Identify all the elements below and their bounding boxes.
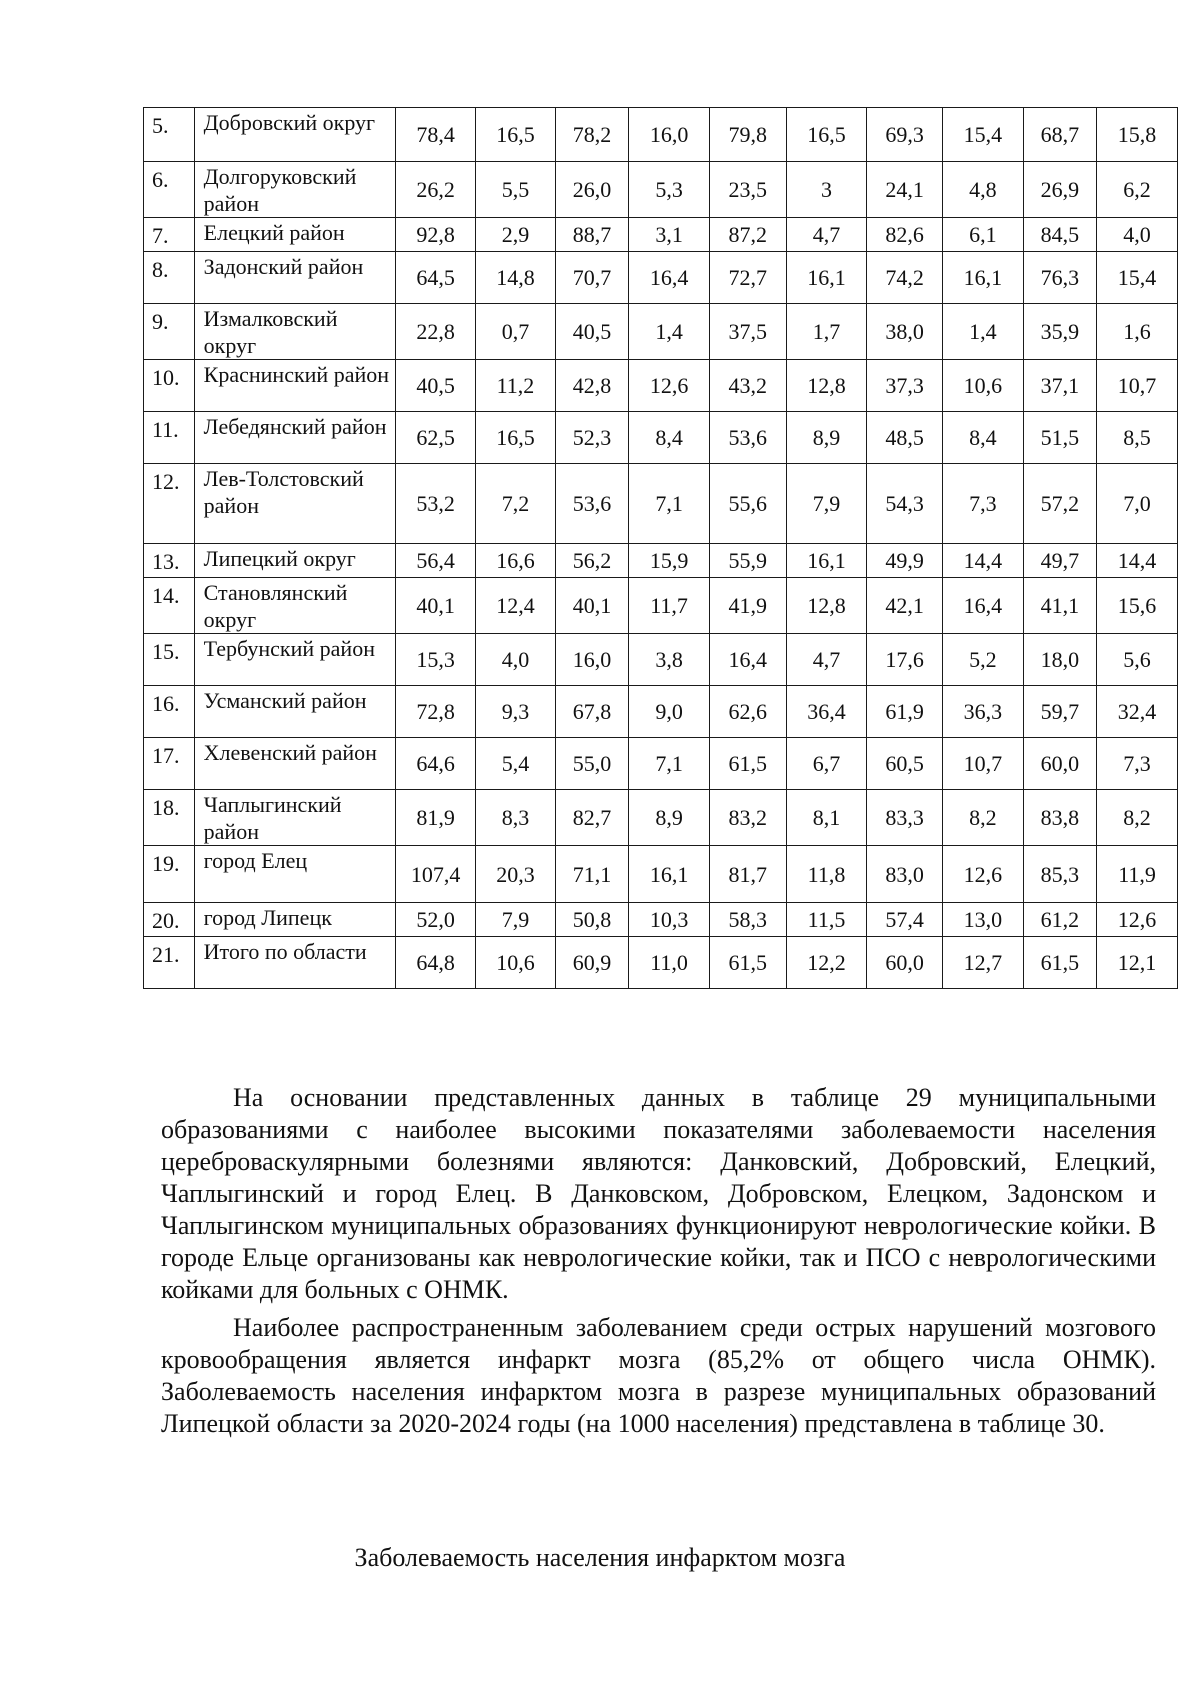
value-cell: 11,0 [629,937,710,989]
row-number: 6. [144,162,195,218]
value-cell: 5,3 [629,162,710,218]
value-cell: 11,5 [786,903,867,937]
value-cell: 83,3 [867,790,942,846]
value-cell: 4,7 [786,634,867,686]
paragraph-conclusion: На основании представленных данных в таблице 29 муниципальными образованиями с наиболее высокими показателями заболеваемости населения цереброваскулярными болезнями являются: Данковский, Добровский, Елецкий, Чаплыгинский и город Елец. В Данковском, Добровском, Елецком, Задонском и Чаплыгинском муниципальных образованиях функционируют неврологические койки. В городе Ельце организованы как неврологические койки, так и ПСО с неврологическими койками для больных с ОНМК. [161,1083,1156,1304]
incidence-table [143,107,1178,989]
value-cell: 12,6 [629,360,710,412]
municipality-name: Тербунский район [194,634,396,686]
value-cell: 40,5 [555,304,628,360]
value-cell: 16,1 [629,846,710,903]
row-number: 7. [144,218,195,252]
value-cell: 12,2 [786,937,867,989]
value-cell: 56,2 [555,544,628,578]
value-cell: 78,2 [555,108,628,162]
table-row [144,360,1178,412]
municipality-name: Лебедянский район [194,412,396,464]
value-cell: 8,2 [942,790,1023,846]
value-cell: 16,1 [786,544,867,578]
value-cell: 16,0 [555,634,628,686]
value-cell: 10,7 [942,738,1023,790]
value-cell: 36,3 [942,686,1023,738]
value-cell: 35,9 [1023,304,1096,360]
table-row [144,464,1178,544]
municipality-name: Хлевенский район [194,738,396,790]
value-cell: 57,2 [1023,464,1096,544]
value-cell: 70,7 [555,252,628,304]
value-cell: 36,4 [786,686,867,738]
value-cell: 48,5 [867,412,942,464]
value-cell: 6,2 [1097,162,1178,218]
value-cell: 85,3 [1023,846,1096,903]
table-row [144,578,1178,634]
value-cell: 83,2 [710,790,787,846]
row-number: 17. [144,738,195,790]
value-cell: 16,1 [786,252,867,304]
value-cell: 41,9 [710,578,787,634]
value-cell: 40,5 [396,360,476,412]
table-row [144,304,1178,360]
value-cell: 56,4 [396,544,476,578]
value-cell: 64,6 [396,738,476,790]
value-cell: 61,5 [710,937,787,989]
value-cell: 1,7 [786,304,867,360]
value-cell: 1,6 [1097,304,1178,360]
value-cell: 26,0 [555,162,628,218]
value-cell: 57,4 [867,903,942,937]
value-cell: 38,0 [867,304,942,360]
table-row [144,790,1178,846]
value-cell: 64,5 [396,252,476,304]
municipality-name: Измалковский округ [194,304,396,360]
value-cell: 16,5 [476,108,556,162]
value-cell: 8,9 [786,412,867,464]
value-cell: 6,7 [786,738,867,790]
value-cell: 61,9 [867,686,942,738]
value-cell: 26,9 [1023,162,1096,218]
value-cell: 60,0 [867,937,942,989]
row-number: 9. [144,304,195,360]
value-cell: 7,2 [476,464,556,544]
value-cell: 5,6 [1097,634,1178,686]
table-row [144,686,1178,738]
value-cell: 42,8 [555,360,628,412]
paragraph-infarction: Наиболее распространенным заболеванием среди острых нарушений мозгового кровообращения является инфаркт мозга (85,2% от общего числа ОНМК). Заболеваемость населения инфарктом мозга в разрезе муниципальных образований Липецкой области за 2020-2024 годы (на 1000 населения) представлена в таблице 30. [161,1313,1156,1438]
value-cell: 15,3 [396,634,476,686]
value-cell: 16,5 [786,108,867,162]
value-cell: 61,5 [1023,937,1096,989]
table-row [144,738,1178,790]
value-cell: 78,4 [396,108,476,162]
value-cell: 8,1 [786,790,867,846]
value-cell: 17,6 [867,634,942,686]
value-cell: 82,6 [867,218,942,252]
value-cell: 4,7 [786,218,867,252]
value-cell: 53,6 [710,412,787,464]
value-cell: 72,8 [396,686,476,738]
value-cell: 69,3 [867,108,942,162]
value-cell: 8,3 [476,790,556,846]
value-cell: 11,2 [476,360,556,412]
value-cell: 88,7 [555,218,628,252]
row-number: 8. [144,252,195,304]
value-cell: 3,1 [629,218,710,252]
value-cell: 43,2 [710,360,787,412]
table-row [144,162,1178,218]
value-cell: 60,9 [555,937,628,989]
table-row [144,412,1178,464]
value-cell: 11,8 [786,846,867,903]
value-cell: 83,0 [867,846,942,903]
value-cell: 32,4 [1097,686,1178,738]
value-cell: 16,4 [629,252,710,304]
value-cell: 7,9 [476,903,556,937]
table-row [144,108,1178,162]
value-cell: 7,3 [1097,738,1178,790]
value-cell: 26,2 [396,162,476,218]
value-cell: 14,4 [1097,544,1178,578]
table-row [144,903,1178,937]
value-cell: 61,5 [710,738,787,790]
value-cell: 12,8 [786,360,867,412]
municipality-name: Долгоруковский район [194,162,396,218]
value-cell: 87,2 [710,218,787,252]
value-cell: 16,5 [476,412,556,464]
row-number: 15. [144,634,195,686]
municipality-name: Усманский район [194,686,396,738]
row-number: 10. [144,360,195,412]
table-row [144,218,1178,252]
value-cell: 1,4 [629,304,710,360]
table-row [144,544,1178,578]
value-cell: 40,1 [555,578,628,634]
value-cell: 12,8 [786,578,867,634]
value-cell: 107,4 [396,846,476,903]
value-cell: 16,0 [629,108,710,162]
value-cell: 15,4 [942,108,1023,162]
value-cell: 7,1 [629,464,710,544]
municipality-name: Елецкий район [194,218,396,252]
value-cell: 12,1 [1097,937,1178,989]
value-cell: 12,4 [476,578,556,634]
value-cell: 60,0 [1023,738,1096,790]
value-cell: 20,3 [476,846,556,903]
value-cell: 4,0 [1097,218,1178,252]
row-number: 11. [144,412,195,464]
value-cell: 50,8 [555,903,628,937]
value-cell: 74,2 [867,252,942,304]
value-cell: 1,4 [942,304,1023,360]
value-cell: 15,4 [1097,252,1178,304]
value-cell: 10,6 [476,937,556,989]
value-cell: 81,9 [396,790,476,846]
value-cell: 0,7 [476,304,556,360]
value-cell: 51,5 [1023,412,1096,464]
row-number: 20. [144,903,195,937]
value-cell: 10,3 [629,903,710,937]
value-cell: 53,2 [396,464,476,544]
table-30-caption: Заболеваемость населения инфарктом мозга [354,1543,846,1572]
table-row [144,846,1178,903]
value-cell: 37,1 [1023,360,1096,412]
row-number: 19. [144,846,195,903]
value-cell: 62,5 [396,412,476,464]
municipality-name: Краснинский район [194,360,396,412]
value-cell: 84,5 [1023,218,1096,252]
value-cell: 8,2 [1097,790,1178,846]
value-cell: 62,6 [710,686,787,738]
value-cell: 5,2 [942,634,1023,686]
value-cell: 2,9 [476,218,556,252]
value-cell: 4,8 [942,162,1023,218]
value-cell: 7,9 [786,464,867,544]
value-cell: 8,4 [942,412,1023,464]
value-cell: 8,9 [629,790,710,846]
row-number: 18. [144,790,195,846]
value-cell: 64,8 [396,937,476,989]
row-number: 5. [144,108,195,162]
value-cell: 15,6 [1097,578,1178,634]
value-cell: 55,6 [710,464,787,544]
row-number: 13. [144,544,195,578]
value-cell: 49,7 [1023,544,1096,578]
value-cell: 59,7 [1023,686,1096,738]
row-number: 21. [144,937,195,989]
value-cell: 12,6 [942,846,1023,903]
value-cell: 52,0 [396,903,476,937]
table-row [144,937,1178,989]
value-cell: 18,0 [1023,634,1096,686]
value-cell: 24,1 [867,162,942,218]
value-cell: 49,9 [867,544,942,578]
value-cell: 11,7 [629,578,710,634]
value-cell: 72,7 [710,252,787,304]
value-cell: 61,2 [1023,903,1096,937]
value-cell: 37,5 [710,304,787,360]
value-cell: 12,7 [942,937,1023,989]
municipality-name: Становлянский округ [194,578,396,634]
value-cell: 3,8 [629,634,710,686]
value-cell: 71,1 [555,846,628,903]
value-cell: 16,1 [942,252,1023,304]
row-number: 12. [144,464,195,544]
value-cell: 14,8 [476,252,556,304]
value-cell: 15,8 [1097,108,1178,162]
value-cell: 8,4 [629,412,710,464]
value-cell: 55,9 [710,544,787,578]
table-row [144,252,1178,304]
value-cell: 4,0 [476,634,556,686]
value-cell: 79,8 [710,108,787,162]
value-cell: 42,1 [867,578,942,634]
value-cell: 22,8 [396,304,476,360]
value-cell: 7,3 [942,464,1023,544]
value-cell: 5,5 [476,162,556,218]
value-cell: 8,5 [1097,412,1178,464]
municipality-name: Задонский район [194,252,396,304]
value-cell: 60,5 [867,738,942,790]
value-cell: 82,7 [555,790,628,846]
value-cell: 9,0 [629,686,710,738]
value-cell: 76,3 [1023,252,1096,304]
value-cell: 16,4 [710,634,787,686]
municipality-name: город Елец [194,846,396,903]
municipality-name: Липецкий округ [194,544,396,578]
value-cell: 3 [786,162,867,218]
value-cell: 13,0 [942,903,1023,937]
value-cell: 12,6 [1097,903,1178,937]
value-cell: 7,0 [1097,464,1178,544]
value-cell: 81,7 [710,846,787,903]
value-cell: 55,0 [555,738,628,790]
municipality-name: Итого по области [194,937,396,989]
municipality-name: город Липецк [194,903,396,937]
value-cell: 41,1 [1023,578,1096,634]
value-cell: 83,8 [1023,790,1096,846]
table-row [144,634,1178,686]
value-cell: 67,8 [555,686,628,738]
municipality-name: Лев-Толстовский район [194,464,396,544]
row-number: 14. [144,578,195,634]
value-cell: 37,3 [867,360,942,412]
value-cell: 9,3 [476,686,556,738]
value-cell: 23,5 [710,162,787,218]
value-cell: 40,1 [396,578,476,634]
value-cell: 7,1 [629,738,710,790]
value-cell: 92,8 [396,218,476,252]
value-cell: 10,7 [1097,360,1178,412]
row-number: 16. [144,686,195,738]
municipality-name: Добровский округ [194,108,396,162]
value-cell: 6,1 [942,218,1023,252]
municipality-name: Чаплыгинский район [194,790,396,846]
value-cell: 15,9 [629,544,710,578]
value-cell: 68,7 [1023,108,1096,162]
value-cell: 58,3 [710,903,787,937]
value-cell: 10,6 [942,360,1023,412]
value-cell: 11,9 [1097,846,1178,903]
value-cell: 52,3 [555,412,628,464]
value-cell: 14,4 [942,544,1023,578]
value-cell: 53,6 [555,464,628,544]
table-body [144,108,1178,989]
value-cell: 54,3 [867,464,942,544]
value-cell: 16,6 [476,544,556,578]
value-cell: 16,4 [942,578,1023,634]
value-cell: 5,4 [476,738,556,790]
